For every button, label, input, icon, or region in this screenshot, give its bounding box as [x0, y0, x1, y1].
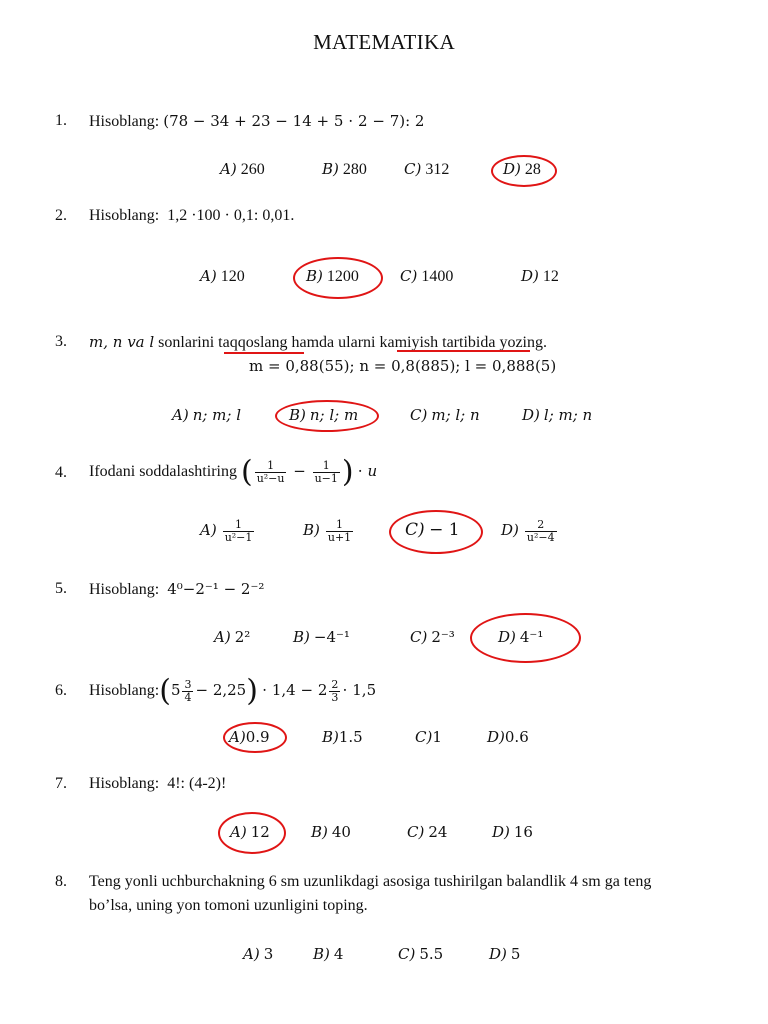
question-expression: (78 − 34 + 23 − 14 + 5 ⋅ 2 − 7): 2 [163, 112, 425, 130]
question-text-part: yozing. [499, 334, 547, 351]
numerator: 2 [331, 677, 339, 691]
option-value: 0.9 [245, 728, 270, 746]
option-value: 40 [331, 823, 351, 841]
fraction [313, 460, 340, 485]
underlined-phrase: kamiyish tartibida [379, 334, 496, 351]
question-number: 1. [55, 112, 67, 129]
answer-circle [470, 613, 581, 663]
option-letter: D) [522, 406, 540, 424]
option-value: 2² [234, 628, 251, 646]
option-letter: D) [521, 267, 539, 285]
expression-part: ⋅ 1,4 − 2 [261, 681, 328, 699]
option-value: 5 [510, 945, 521, 963]
option-letter: A) [200, 521, 217, 539]
question-prefix: Hisoblang: [89, 581, 160, 598]
option-c[interactable] [415, 728, 442, 747]
option-letter: C) [415, 728, 433, 746]
expression-tail: ⋅ u [357, 462, 378, 480]
question-expression: 1,2 ·100 · 0,1: 0,01. [167, 207, 295, 224]
question-values: m = 0,88(55); n = 0,8(885); l = 0,888(5) [249, 357, 557, 375]
answer-circle [293, 257, 383, 299]
option-value: 16 [513, 823, 533, 841]
option-letter: D) [489, 945, 507, 963]
question-number: 7. [55, 775, 67, 792]
question-number: 8. [55, 873, 67, 890]
numerator: 3 [184, 677, 192, 691]
denominator: u²−1 [224, 530, 253, 544]
option-letter: D) [503, 160, 521, 178]
question-text [89, 775, 226, 793]
option-value: 1 [432, 728, 442, 746]
underline-mark [224, 352, 304, 354]
option-letter: B) [311, 823, 328, 841]
question-prefix: Hisoblang: [89, 682, 160, 699]
option-a[interactable] [214, 628, 250, 647]
option-letter: D) [501, 521, 519, 539]
option-value: 5.5 [419, 945, 444, 963]
fraction [182, 679, 193, 704]
numerator: 1 [223, 519, 255, 532]
option-letter: A) [220, 160, 237, 178]
fraction [223, 519, 255, 544]
option-letter: A) [230, 823, 247, 841]
question-vars: m, n va l [89, 333, 155, 351]
option-letter: D) [492, 823, 510, 841]
answer-circle [223, 722, 287, 753]
numerator: 1 [255, 460, 287, 473]
question-prefix: Ifodani soddalashtiring [89, 463, 237, 480]
option-letter: C) [405, 520, 425, 540]
option-letter: C) [410, 406, 428, 424]
option-d[interactable] [501, 512, 559, 549]
denominator: 4 [184, 690, 192, 704]
option-value: −4⁻¹ [313, 628, 350, 646]
option-letter: A) [200, 267, 217, 285]
option-b[interactable] [303, 512, 355, 549]
denominator: u−1 [314, 471, 338, 485]
option-letter: C) [407, 823, 425, 841]
option-value: 4⁻¹ [519, 628, 544, 646]
option-letter: A) [243, 945, 260, 963]
option-c[interactable] [407, 823, 447, 842]
option-value: 1200 [326, 268, 359, 285]
option-letter: A) [229, 728, 246, 746]
question-text: Ifodani soddalashtiring ( $\frac{1}{\text{u²−u}}$ − $\frac{1}{u-1}$ ) ⋅ u [89, 454, 378, 490]
question-number: 3. [55, 333, 67, 350]
page-title: MATEMATIKA [313, 30, 455, 54]
option-letter: C) [404, 160, 422, 178]
option-c[interactable] [398, 945, 443, 964]
left-paren: ( [159, 673, 171, 709]
option-letter: C) [398, 945, 416, 963]
expression-part: ⋅ 1,5 [342, 681, 377, 699]
option-letter: D) [498, 628, 516, 646]
denominator: u²−u [256, 471, 285, 485]
option-letter: B) [293, 628, 310, 646]
option-value: 1.5 [338, 728, 363, 746]
option-letter: B) [289, 406, 306, 424]
option-value: l; m; n [543, 406, 593, 424]
option-a[interactable] [172, 406, 241, 425]
option-a[interactable] [200, 267, 245, 286]
question-text-part: hamda ularni [291, 334, 376, 351]
option-d[interactable] [487, 728, 529, 747]
option-value: 4 [333, 945, 344, 963]
answer-circle [491, 155, 557, 187]
option-letter: B) [322, 728, 339, 746]
option-letter: B) [306, 267, 323, 285]
option-letter: B) [322, 160, 339, 178]
right-paren: ) [341, 454, 354, 490]
option-value: 12 [250, 823, 270, 841]
numerator: 1 [313, 460, 340, 473]
option-value: n; l; m [309, 406, 359, 424]
question-text-line-1: Teng yonli uchburchakning 6 sm uzunlikdagi asosiga tushirilgan balandlik 4 sm ga teng [89, 873, 652, 890]
right-paren: ) [246, 673, 258, 709]
option-value: n; m; l [192, 406, 242, 424]
question-prefix: Hisoblang: [89, 775, 160, 792]
underlined-word: taqqoslang [218, 334, 288, 351]
question-number: 4. [55, 464, 67, 481]
option-value: 28 [524, 161, 541, 178]
option-letter: D) [487, 728, 505, 746]
option-c[interactable] [410, 406, 480, 425]
answer-circle [218, 812, 286, 854]
option-value: m; l; n [431, 406, 480, 424]
option-letter: A) [214, 628, 231, 646]
option-letter: A) [172, 406, 189, 424]
option-c[interactable] [410, 628, 455, 647]
option-d[interactable] [489, 945, 520, 964]
option-d[interactable] [522, 406, 592, 425]
option-letter: B) [303, 521, 320, 539]
option-value: 24 [428, 823, 448, 841]
option-d[interactable] [521, 267, 559, 286]
question-text [89, 669, 376, 711]
denominator: u²−4 [526, 530, 555, 544]
fraction [525, 519, 557, 544]
question-text [89, 207, 294, 225]
question-text-line-2: bo’lsa, uning yon tomoni uzunligini toping. [89, 897, 368, 914]
option-value: 312 [425, 161, 450, 178]
option-b[interactable] [322, 160, 367, 179]
option-value: 0.6 [504, 728, 529, 746]
option-value: − 1 [429, 520, 460, 540]
option-b[interactable] [313, 945, 343, 964]
option-value: 120 [220, 268, 245, 285]
option-b[interactable] [322, 728, 363, 747]
option-letter: C) [410, 628, 428, 646]
option-value: 280 [342, 161, 367, 178]
question-expression: 4!: (4-2)! [167, 775, 227, 792]
question-number: 6. [55, 682, 67, 699]
option-value: 2⁻³ [431, 628, 455, 646]
option-letter: C) [400, 267, 418, 285]
option-b[interactable] [311, 823, 351, 842]
denominator: u+1 [327, 530, 352, 544]
answer-circle [389, 510, 483, 554]
option-value: 260 [240, 161, 265, 178]
option-c[interactable] [404, 160, 449, 179]
option-value: 12 [542, 268, 559, 285]
option-d[interactable] [492, 823, 533, 842]
question-text-part: sonlarini [158, 334, 215, 351]
fraction [255, 460, 287, 485]
numerator: 1 [326, 519, 353, 532]
option-letter: B) [313, 945, 330, 963]
option-value: 1400 [421, 268, 454, 285]
option-c[interactable] [400, 267, 453, 286]
question-prefix: Hisoblang: [89, 113, 160, 130]
mixed-whole: 5 [170, 681, 181, 699]
question-expression: 4⁰−2⁻¹ − 2⁻² [167, 580, 265, 598]
fraction [329, 679, 340, 704]
option-b[interactable] [293, 628, 350, 647]
question-text [89, 580, 264, 599]
option-a[interactable] [243, 945, 273, 964]
option-a[interactable] [220, 160, 265, 179]
answer-circle [275, 400, 379, 432]
option-value: 3 [263, 945, 274, 963]
question-prefix: Hisoblang: [89, 207, 160, 224]
underline-mark [397, 350, 530, 352]
denominator: 3 [331, 690, 339, 704]
question-number: 5. [55, 580, 67, 597]
option-a[interactable] [200, 512, 256, 549]
left-paren: ( [240, 454, 253, 490]
question-number: 2. [55, 207, 67, 224]
numerator: 2 [525, 519, 557, 532]
fraction [326, 519, 353, 544]
expression-part: − 2,25 [195, 681, 247, 699]
question-text [89, 112, 424, 131]
